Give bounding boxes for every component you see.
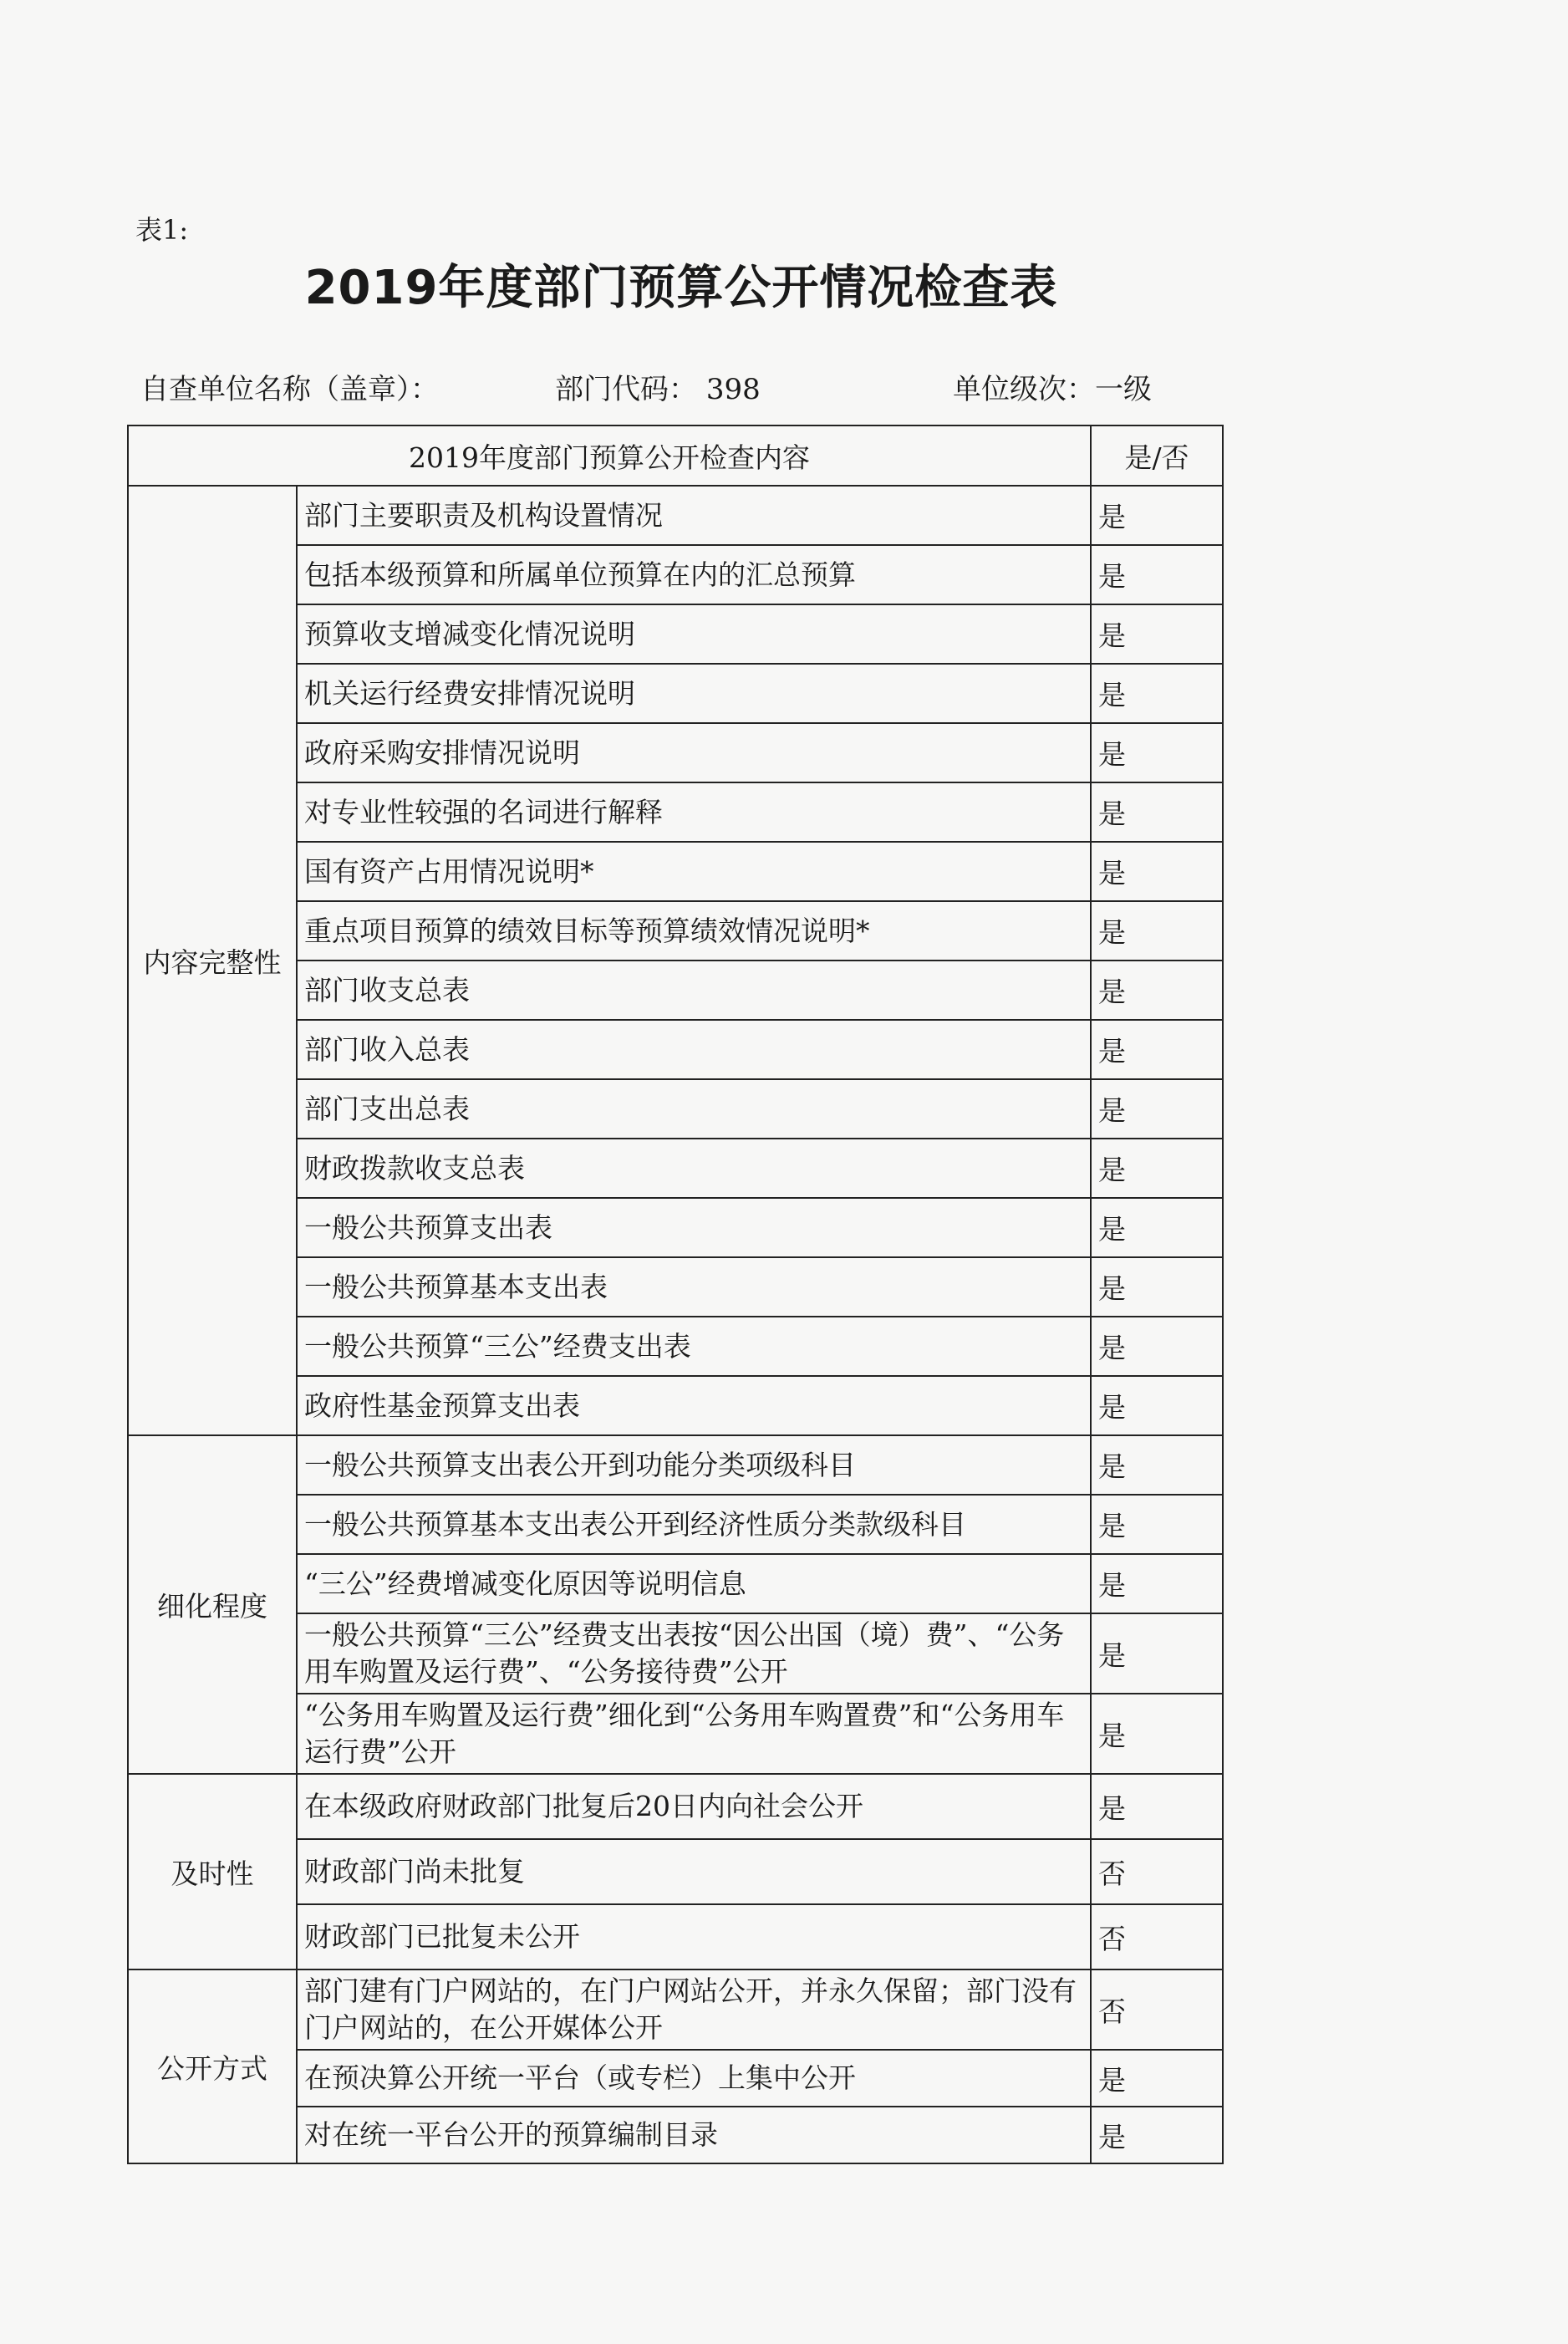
department-code-label: 部门代码： [555, 373, 697, 406]
check-item: 重点项目预算的绩效目标等预算绩效情况说明* [297, 901, 1091, 961]
header-yes-no: 是/否 [1091, 425, 1223, 486]
table-label: 表1: [135, 214, 189, 246]
table-body [128, 486, 1223, 2163]
check-item: 财政拨款收支总表 [297, 1139, 1091, 1198]
check-value: 是 [1091, 1774, 1223, 1839]
check-value: 是 [1091, 486, 1223, 545]
check-item: 部门收支总表 [297, 961, 1091, 1020]
check-value: 是 [1091, 2050, 1223, 2107]
table-row [128, 1435, 1223, 1495]
category-detail-level: 细化程度 [128, 1435, 297, 1774]
check-item: “三公”经费增减变化原因等说明信息 [297, 1554, 1091, 1613]
department-code [555, 366, 761, 407]
check-value: 是 [1091, 1613, 1223, 1694]
check-value: 是 [1091, 901, 1223, 961]
check-item: 部门建有门户网站的，在门户网站公开，并永久保留；部门没有门户网站的，在公开媒体公开 [297, 1969, 1091, 2050]
check-item: 国有资产占用情况说明* [297, 842, 1091, 901]
table-row [128, 1969, 1223, 2050]
check-item: 机关运行经费安排情况说明 [297, 664, 1091, 723]
check-value: 否 [1091, 1969, 1223, 2050]
check-value: 是 [1091, 1495, 1223, 1554]
check-value: 是 [1091, 782, 1223, 842]
document-title: 2019年度部门预算公开情况检查表 [304, 261, 1058, 315]
category-disclosure-method: 公开方式 [128, 1969, 297, 2163]
check-value: 是 [1091, 604, 1223, 664]
check-value: 是 [1091, 1554, 1223, 1613]
check-item: 在预决算公开统一平台（或专栏）上集中公开 [297, 2050, 1091, 2107]
check-value: 是 [1091, 1257, 1223, 1317]
category-timeliness: 及时性 [128, 1774, 297, 1969]
department-code-value: 398 [705, 373, 761, 406]
check-value: 是 [1091, 2107, 1223, 2163]
check-value: 是 [1091, 1198, 1223, 1257]
check-item: 财政部门已批复未公开 [297, 1904, 1091, 1969]
budget-checklist-table [127, 425, 1224, 2164]
check-item: 一般公共预算支出表公开到功能分类项级科目 [297, 1435, 1091, 1495]
check-item: 一般公共预算支出表 [297, 1198, 1091, 1257]
check-value: 是 [1091, 842, 1223, 901]
check-value: 是 [1091, 1694, 1223, 1774]
check-item: 部门收入总表 [297, 1020, 1091, 1079]
check-item: 一般公共预算基本支出表 [297, 1257, 1091, 1317]
unit-level-label: 单位级次： [953, 373, 1095, 406]
check-value: 否 [1091, 1904, 1223, 1969]
unit-level [953, 366, 1152, 407]
check-value: 是 [1091, 961, 1223, 1020]
check-value: 是 [1091, 664, 1223, 723]
check-value: 是 [1091, 1376, 1223, 1435]
check-value: 是 [1091, 1317, 1223, 1376]
check-value: 是 [1091, 1079, 1223, 1139]
check-value: 是 [1091, 1139, 1223, 1198]
check-item: 政府性基金预算支出表 [297, 1376, 1091, 1435]
check-item: 一般公共预算基本支出表公开到经济性质分类款级科目 [297, 1495, 1091, 1554]
check-value: 否 [1091, 1839, 1223, 1904]
check-item: 部门主要职责及机构设置情况 [297, 486, 1091, 545]
unit-level-value: 一级 [1095, 373, 1152, 406]
check-item: 部门支出总表 [297, 1079, 1091, 1139]
header-content: 2019年度部门预算公开检查内容 [128, 425, 1091, 486]
table-row [128, 486, 1223, 545]
check-item: 财政部门尚未批复 [297, 1839, 1091, 1904]
check-item: 政府采购安排情况说明 [297, 723, 1091, 782]
check-value: 是 [1091, 545, 1223, 604]
check-item: 一般公共预算“三公”经费支出表按“因公出国（境）费”、“公务用车购置及运行费”、“公务接待费”公开 [297, 1613, 1091, 1694]
check-item: 在本级政府财政部门批复后20日内向社会公开 [297, 1774, 1091, 1839]
unit-name-label: 自查单位名称（盖章）： [140, 373, 439, 406]
check-value: 是 [1091, 1435, 1223, 1495]
check-item: 一般公共预算“三公”经费支出表 [297, 1317, 1091, 1376]
check-item: 预算收支增减变化情况说明 [297, 604, 1091, 664]
table-row [128, 1774, 1223, 1839]
check-item: 对专业性较强的名词进行解释 [297, 782, 1091, 842]
check-item: 包括本级预算和所属单位预算在内的汇总预算 [297, 545, 1091, 604]
check-value: 是 [1091, 1020, 1223, 1079]
category-content-completeness: 内容完整性 [128, 486, 297, 1435]
check-item: “公务用车购置及运行费”细化到“公务用车购置费”和“公务用车运行费”公开 [297, 1694, 1091, 1774]
check-item: 对在统一平台公开的预算编制目录 [297, 2107, 1091, 2163]
check-value: 是 [1091, 723, 1223, 782]
